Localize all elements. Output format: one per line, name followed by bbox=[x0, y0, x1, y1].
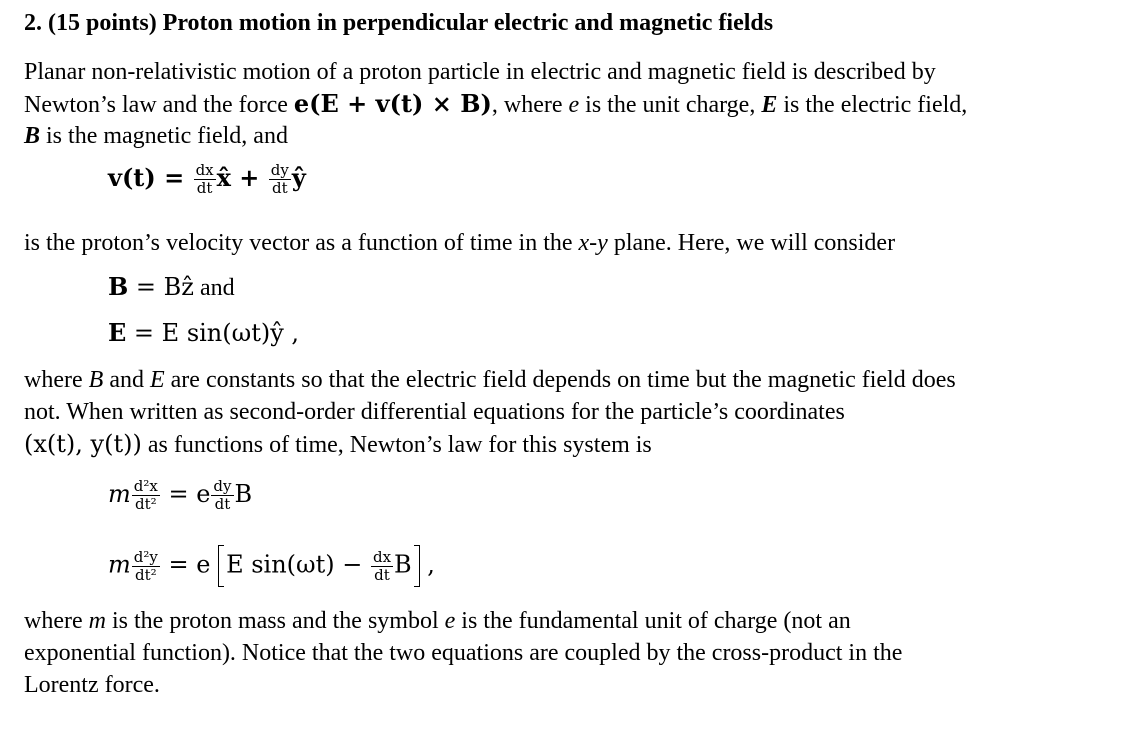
para1-line1: Planar non-relativistic motion of a proton particle in electric and magnetic field is described by bbox=[24, 59, 936, 85]
velocity-equation: v(t) = $\frac{dx}{dt}$ x̂ + $\frac{dy}{dt}$ ŷ bbox=[108, 161, 306, 197]
newton-x-equation: m $\frac{\text{d²x}}{\text{dt²}}$ = e $\frac{dy}{dt}$ B bbox=[108, 477, 253, 513]
electric-field-equation: E = E sin(ωt)ŷ , bbox=[108, 318, 300, 347]
para3-line1: where B and E are constants so that the electric field depends on time but the magnetic field does bbox=[24, 367, 956, 393]
para2-line: is the proton’s velocity vector as a function of time in the x-y plane. Here, we will consider bbox=[24, 230, 896, 256]
para4-line2: exponential function). Notice that the two equations are coupled by the cross-product in the bbox=[24, 640, 903, 666]
lorentz-force-expression: e(E + v(t) × B) bbox=[293, 89, 492, 118]
para3-line3: (x(t), y(t)) as functions of time, Newton’s law for this system is bbox=[24, 430, 652, 458]
left-bracket bbox=[218, 545, 224, 587]
para4-line3: Lorentz force. bbox=[24, 672, 160, 698]
para3-line2: not. When written as second-order differential equations for the particle’s coordinates bbox=[24, 399, 845, 425]
magnetic-field-equation: B = Bẑ and bbox=[108, 272, 235, 301]
para1-line2: Newton’s law and the force e(E + v(t) × B), where e is the unit charge, E is the electric field, bbox=[24, 89, 968, 118]
para4-line1: where m is the proton mass and the symbol e is the fundamental unit of charge (not an bbox=[24, 608, 851, 634]
newton-y-equation: m $\frac{\text{d²y}}{\text{dt²}}$ = e E sin(ωt) − $\frac{dx}{dt}$ B , bbox=[108, 545, 435, 587]
problem-title: 2. (15 points) Proton motion in perpendicular electric and magnetic fields bbox=[24, 10, 774, 36]
para1-line3: B is the magnetic field, and bbox=[24, 123, 288, 149]
